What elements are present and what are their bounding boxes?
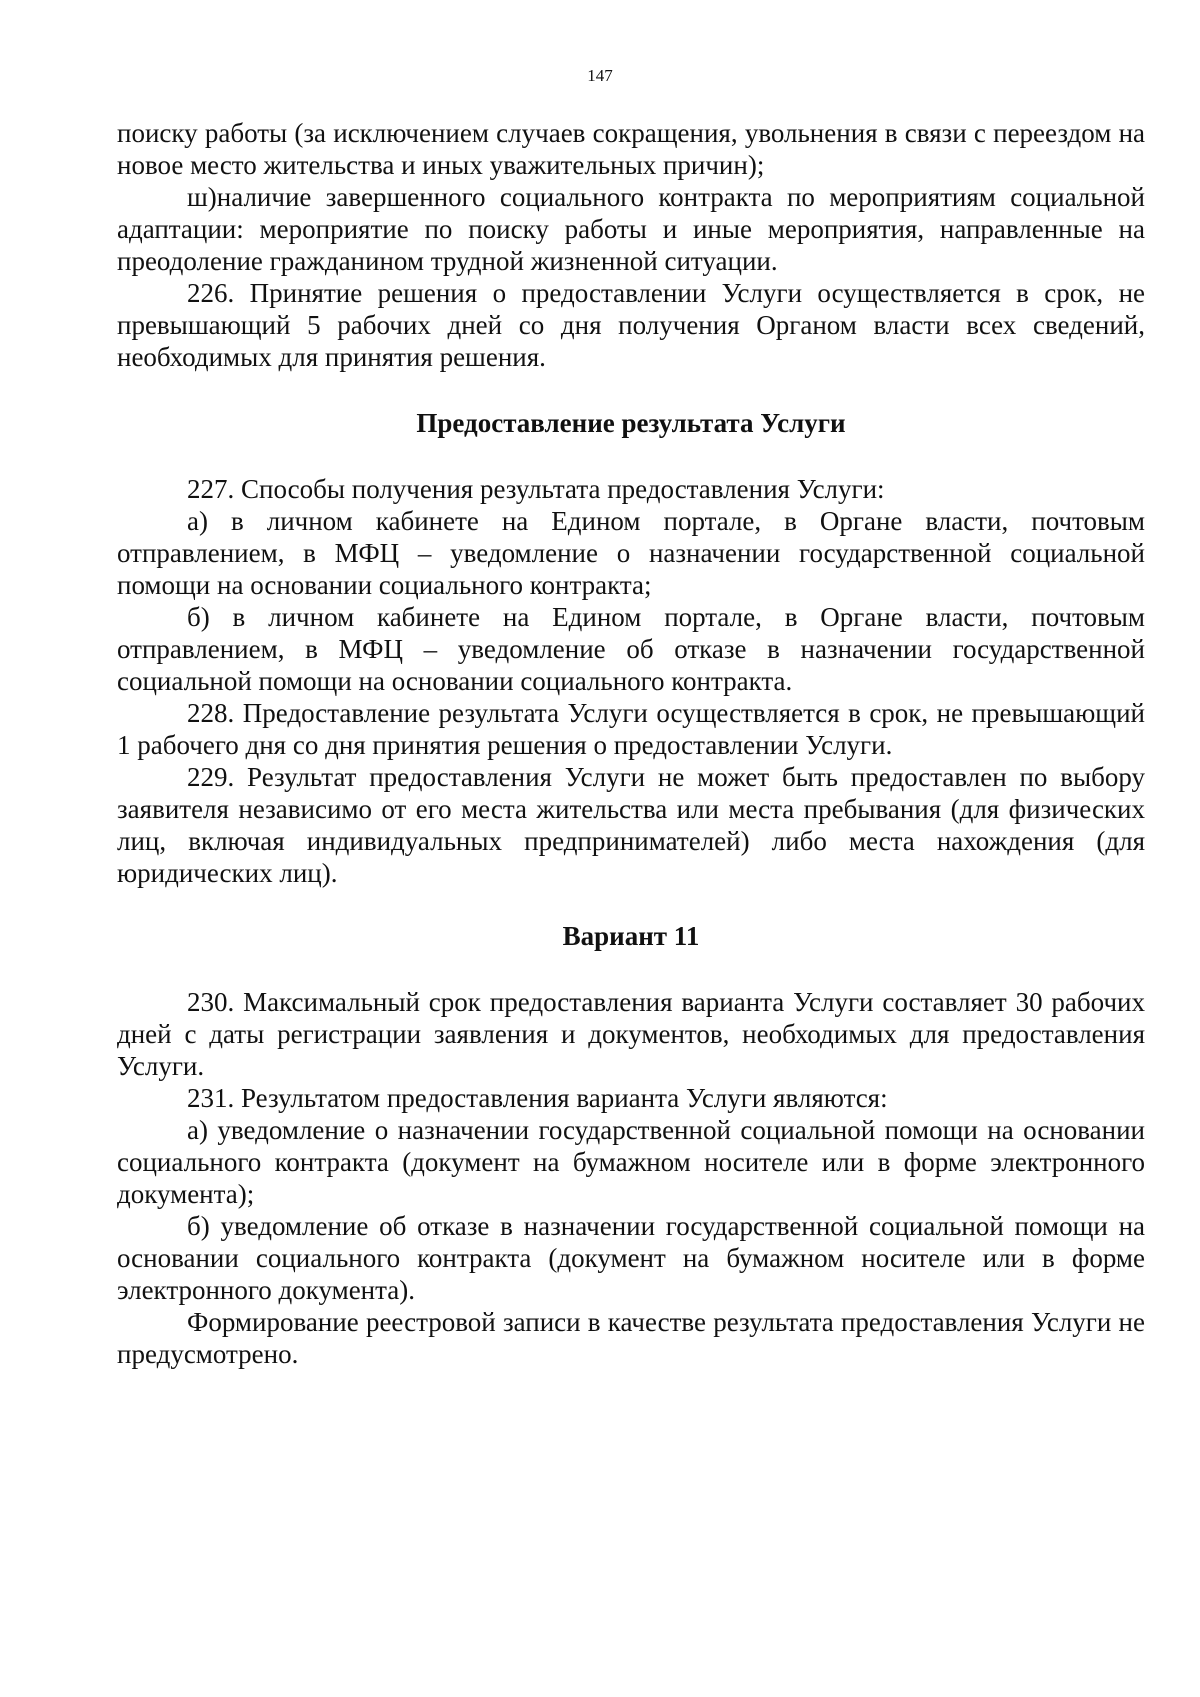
paragraph-227: 227. Способы получения результата предоставления Услуги:	[187, 474, 885, 504]
paragraph-228: 228. Предоставление результата Услуги осуществляется в срок, не превышающий 1 рабочего дня со дня принятия решения о предоставлении Услуги.	[117, 698, 1145, 760]
section-heading-result: Предоставление результата Услуги	[416, 408, 846, 438]
paragraph-229: 229. Результат предоставления Услуги не может быть предоставлен по выбору заявителя независимо от его места жительства или места пребывания (для физических лиц, включая индивидуальных предпринимателей) либо места нахождения (для юридических лиц).	[117, 762, 1145, 888]
paragraph-item-sh: ш)наличие завершенного социального контракта по мероприятиям социальной адаптации: мероприятие по поиску работы и иные мероприятия, направленные на преодоление гражданином трудной жизненной ситуации.	[117, 182, 1145, 276]
paragraph-227-b: б) в личном кабинете на Едином портале, в Органе власти, почтовым отправлением, в МФЦ – уведомление об отказе в назначении государственной социальной помощи на основании социального контракта.	[117, 602, 1145, 696]
paragraph-231-b: б) уведомление об отказе в назначении государственной социальной помощи на основании социального контракта (документ на бумажном носителе или в форме электронного документа).	[117, 1211, 1145, 1305]
paragraph-230: 230. Максимальный срок предоставления варианта Услуги составляет 30 рабочих дней с даты регистрации заявления и документов, необходимых для предоставления Услуги.	[117, 987, 1145, 1081]
page-number: 147	[587, 66, 613, 85]
paragraph-registry-note: Формирование реестровой записи в качестве результата предоставления Услуги не предусмотрено.	[117, 1307, 1145, 1369]
paragraph: поиску работы (за исключением случаев сокращения, увольнения в связи с переездом на новое место жительства и иных уважительных причин);	[117, 118, 1145, 180]
paragraph-231: 231. Результатом предоставления варианта Услуги являются:	[187, 1083, 888, 1113]
document-body	[117, 117, 1145, 1370]
paragraph-227-a: а) в личном кабинете на Едином портале, в Органе власти, почтовым отправлением, в МФЦ – уведомление о назначении государственной социальной помощи на основании социального контракта;	[117, 506, 1145, 600]
paragraph-226: 226. Принятие решения о предоставлении Услуги осуществляется в срок, не превышающий 5 рабочих дней со дня получения Органом власти всех сведений, необходимых для принятия решения.	[117, 278, 1145, 372]
section-heading-variant: Вариант 11	[562, 921, 700, 951]
paragraph-231-a: а) уведомление о назначении государственной социальной помощи на основании социального контракта (документ на бумажном носителе или в форме электронного документа);	[117, 1115, 1145, 1209]
